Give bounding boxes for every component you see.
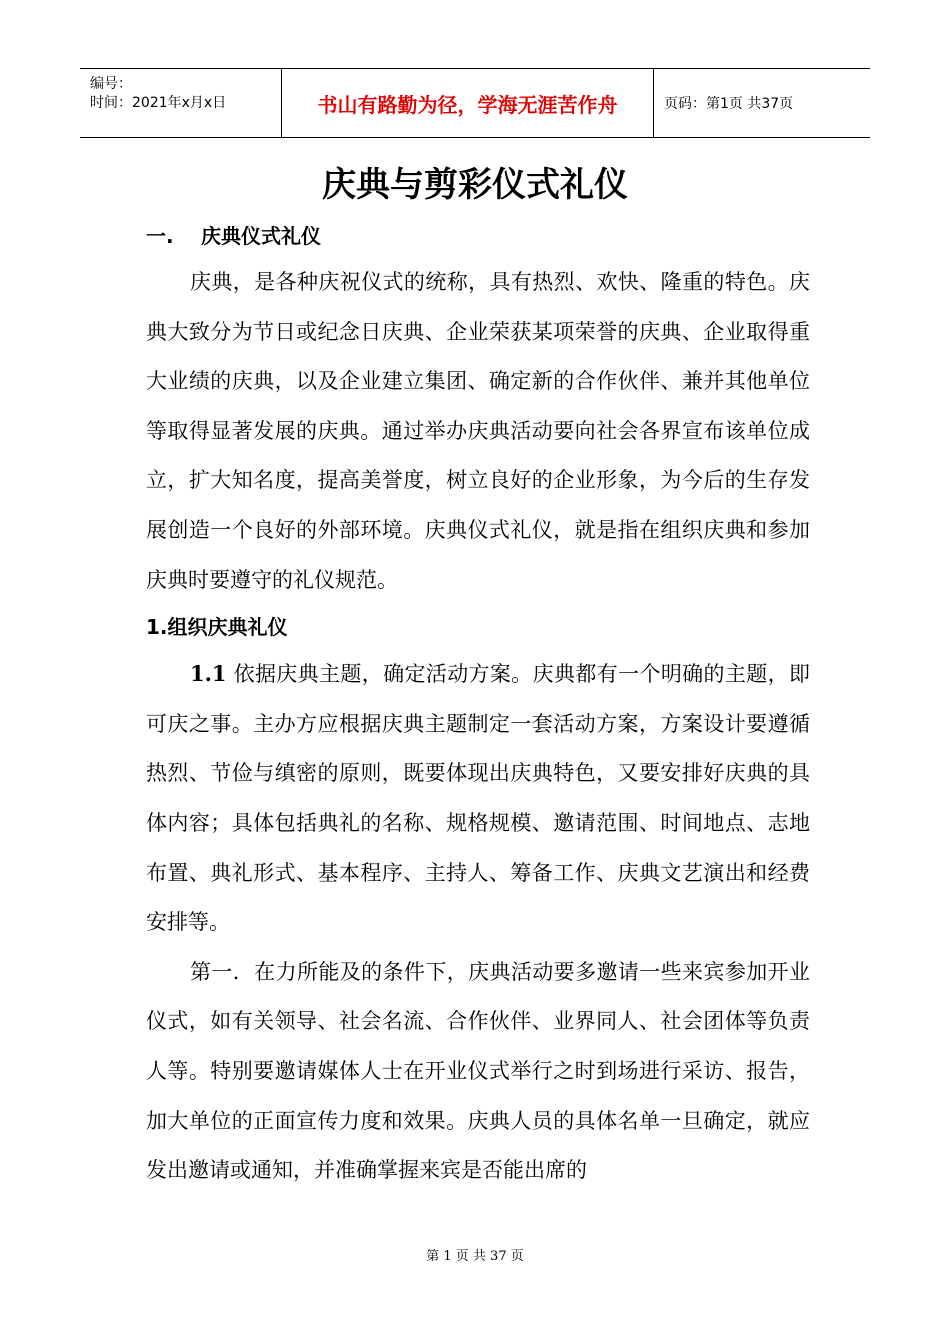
paragraph-plan [146,649,810,948]
subsection-heading: 1.组织庆典礼仪 [146,615,288,640]
document-body [146,214,810,1196]
document-title: 庆典与剪彩仪式礼仪 [322,165,628,205]
paragraph-first: 第一．在力所能及的条件下，庆典活动要多邀请一些来宾参加开业仪式，如有关领导、社会名流、合作伙伴、业界同人、社会团体等负责人等。特别要邀请媒体人士在开业仪式举行之时到场进行采访、报告，加大单位的正面宣传力度和效果。庆典人员的具体名单一旦确定，就应发出邀请或通知，并准确掌握来宾是否能出席的 [146,959,810,1183]
paragraph-plan-text: 依据庆典主题，确定活动方案。庆典都有一个明确的主题，即可庆之事。主办方应根据庆典主题制定一套活动方案，方案设计要遵循热烈、节俭与缜密的原则，既要体现出庆典特色，又要安排好庆典的具体内容；具体包括典礼的名称、规格规模、邀请范围、时间地点、志地布置、典礼形式、基本程序、主持人、筹备工作、庆典文艺演出和经费安排等。 [146,662,810,935]
page-footer: 第 1 页 共 37 页 [426,1249,524,1264]
header-time-label: 时间：2021年x月x日 [90,95,227,111]
page-header [80,68,870,138]
section-title: 庆典仪式礼仪 [201,224,321,248]
paragraph-intro: 庆典，是各种庆祝仪式的统称，具有热烈、欢快、隆重的特色。庆典大致分为节日或纪念日庆典、企业荣获某项荣誉的庆典、企业取得重大业绩的庆典，以及企业建立集团、确定新的合作伙伴、兼并其他单位等取得显著发展的庆典。通过举办庆典活动要向社会各界宣布该单位成立，扩大知名度，提高美誉度，树立良好的企业形象，为今后的生存发展创造一个良好的外部环境。庆典仪式礼仪，就是指在组织庆典和参加庆典时要遵守的礼仪规范。 [146,270,810,592]
paragraph-number: 1.1 [190,661,227,687]
header-page-info: 页码：第1页 共37页 [664,96,794,112]
header-motto: 书山有路勤为径，学海无涯苦作舟 [282,69,654,137]
section-heading [146,214,810,258]
header-code-label: 编号： [90,76,132,92]
section-number: 一. [146,224,174,248]
header-meta [80,69,282,137]
